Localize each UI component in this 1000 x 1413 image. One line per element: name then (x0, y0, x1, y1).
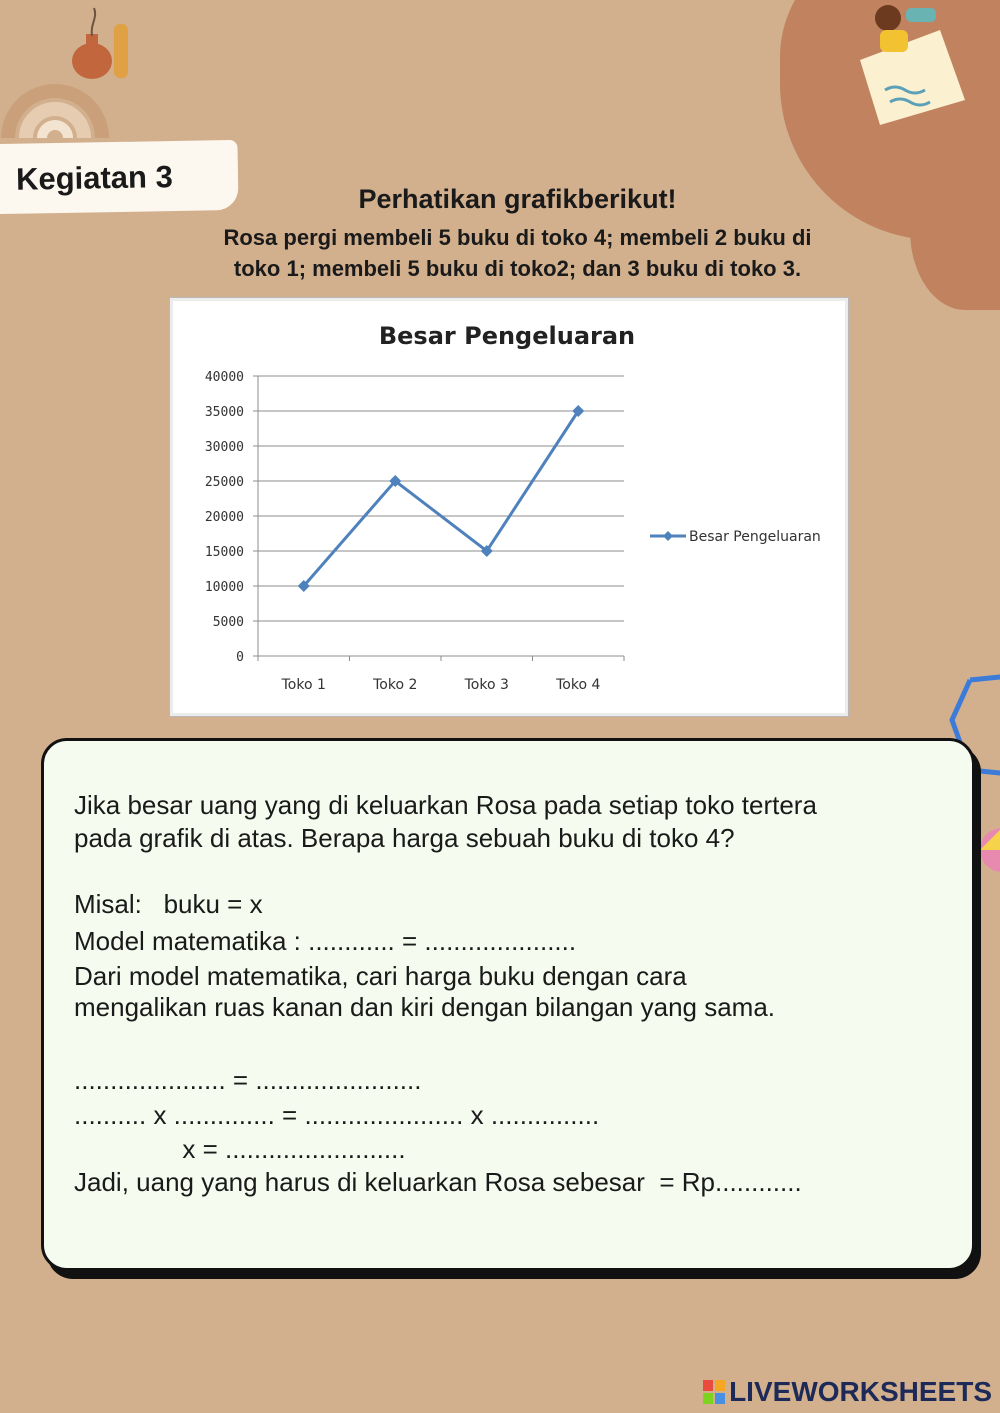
equation-line-1[interactable]: ..................... = ....................... (74, 1065, 422, 1095)
line-chart (169, 297, 849, 717)
y-tick-label: 0 (236, 650, 244, 665)
instruction-line-1: Dari model matematika, cari harga buku dengan cara (74, 961, 687, 991)
y-tick-label: 5000 (212, 615, 244, 630)
variable-definition: Misal: buku = x (74, 889, 263, 919)
x-tick-label: Toko 2 (373, 677, 418, 693)
legend-label: Besar Pengeluaran (689, 529, 821, 545)
y-tick-label: 40000 (204, 370, 244, 385)
problem-line-1: Rosa pergi membeli 5 buku di toko 4; membeli 2 buku di (223, 225, 812, 250)
answer-line[interactable]: Jadi, uang yang harus di keluarkan Rosa sebesar = Rp............ (74, 1167, 802, 1197)
question-line-1: Jika besar uang yang di keluarkan Rosa pada setiap toko tertera (74, 790, 817, 820)
vase-icon (68, 6, 138, 86)
y-tick-label: 20000 (204, 510, 244, 525)
chart-title: Besar Pengeluaran (378, 322, 636, 350)
x-tick-label: Toko 1 (281, 677, 326, 693)
activity-tag-label: Kegiatan 3 (15, 159, 174, 197)
legend-marker (663, 531, 673, 541)
instruction-title: Perhatikan grafikberikut! (358, 184, 677, 214)
y-tick-label: 30000 (204, 440, 244, 455)
y-tick-label: 35000 (204, 405, 244, 420)
y-tick-label: 15000 (204, 545, 244, 560)
math-model-line: Model matematika : ............ = ..................... (74, 926, 577, 956)
liveworksheets-logo-text: LIVEWORKSHEETS (729, 1376, 992, 1407)
y-tick-label: 10000 (204, 580, 244, 595)
child-reading-icon (840, 0, 970, 130)
question-line-2: pada grafik di atas. Berapa harga sebuah buku di toko 4? (74, 823, 735, 853)
liveworksheets-logo (703, 1377, 992, 1407)
y-tick-label: 25000 (204, 475, 244, 490)
x-tick-label: Toko 4 (556, 677, 601, 693)
question-card (41, 738, 975, 1271)
chart-svg (170, 298, 848, 716)
instruction-line-2: mengalikan ruas kanan dan kiri dengan bilangan yang sama. (74, 992, 776, 1022)
series-line (304, 411, 579, 586)
liveworksheets-logo-icon (703, 1380, 725, 1404)
equation-line-2[interactable]: .......... x .............. = ...................... x ............... (74, 1100, 600, 1130)
problem-statement (160, 222, 875, 284)
equation-line-3[interactable]: x = ......................... (74, 1134, 406, 1164)
x-tick-label: Toko 3 (464, 677, 509, 693)
problem-line-2: toko 1; membeli 5 buku di toko2; dan 3 buku di toko 3. (233, 256, 802, 281)
